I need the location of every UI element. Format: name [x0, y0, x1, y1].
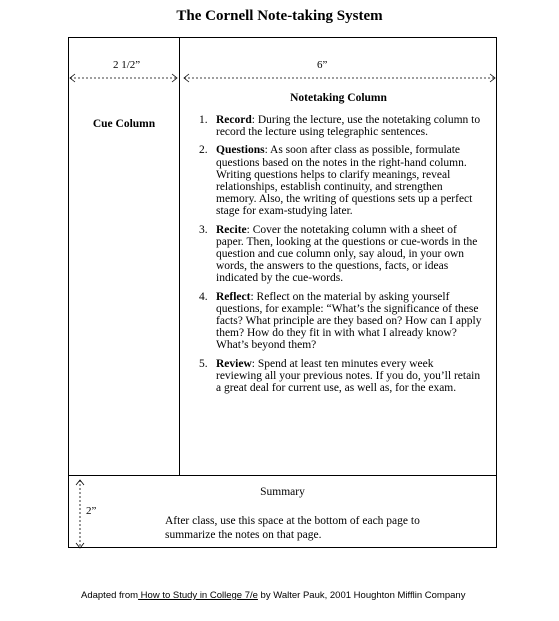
step-number: 2.	[199, 144, 208, 157]
step-questions	[196, 144, 482, 217]
citation-prefix: Adapted from	[81, 590, 139, 601]
step-text: : Reflect on the material by asking yourself questions, for example: “What’s the significance of these facts? What principle are they based on? How can I apply them? How do they fit in with what I already know? What’s beyond them?	[216, 290, 482, 352]
step-term: Reflect	[216, 290, 251, 303]
step-term: Record	[216, 114, 252, 126]
left-column-width-label: 2 1/2”	[113, 59, 141, 71]
right-column-width-label: 6”	[317, 59, 328, 71]
step-term: Review	[216, 357, 252, 370]
summary-text: After class, use this space at the bottom of each page to summarize the notes on that page.	[165, 515, 420, 541]
step-review	[196, 358, 482, 395]
cue-column-heading: Cue Column	[92, 118, 156, 130]
summary-height-label: 2”	[86, 505, 97, 517]
citation	[81, 590, 481, 602]
step-text: : As soon after class as possible, formulate questions based on the notes in the right-hand column. Writing questions helps to clarify meanings, reveal relationships, establish continuity, and strengthen memory. Also, the writing of questions sets up a perfect stage for exam-studying later.	[216, 144, 473, 218]
step-number: 5.	[199, 357, 208, 370]
summary-divider	[68, 475, 497, 476]
citation-book-title: How to Study in College 7/e	[138, 590, 258, 601]
step-text: : Spend at least ten minutes every week reviewing all your previous notes. If you do, you’ll retain a great deal for current use, as well as, for the exam.	[216, 357, 481, 395]
step-record	[196, 114, 482, 138]
width-dimension-arrows	[66, 68, 500, 88]
step-number: 4.	[199, 290, 208, 303]
notetaking-steps-list	[196, 114, 482, 400]
step-number: 1.	[199, 114, 208, 126]
step-term: Recite	[216, 223, 247, 236]
step-text: : Cover the notetaking column with a sheet of paper. Then, looking at the questions or cue-words in the question and cue column only, say aloud, in your own words, the answers to the questions, facts, or ideas indicated by the cue-words.	[216, 223, 478, 285]
summary-heading: Summary	[260, 486, 305, 498]
citation-suffix: by Walter Pauk, 2001 Houghton Mifflin Company	[257, 590, 466, 601]
step-recite	[196, 224, 482, 285]
step-reflect	[196, 291, 482, 352]
step-term: Questions	[216, 144, 265, 157]
step-text: : During the lecture, use the notetaking column to record the lecture using telegraphic sentences.	[216, 114, 481, 139]
step-number: 3.	[199, 223, 208, 236]
notetaking-column-heading: Notetaking Column	[290, 92, 387, 104]
page-title: The Cornell Note-taking System	[176, 8, 383, 24]
